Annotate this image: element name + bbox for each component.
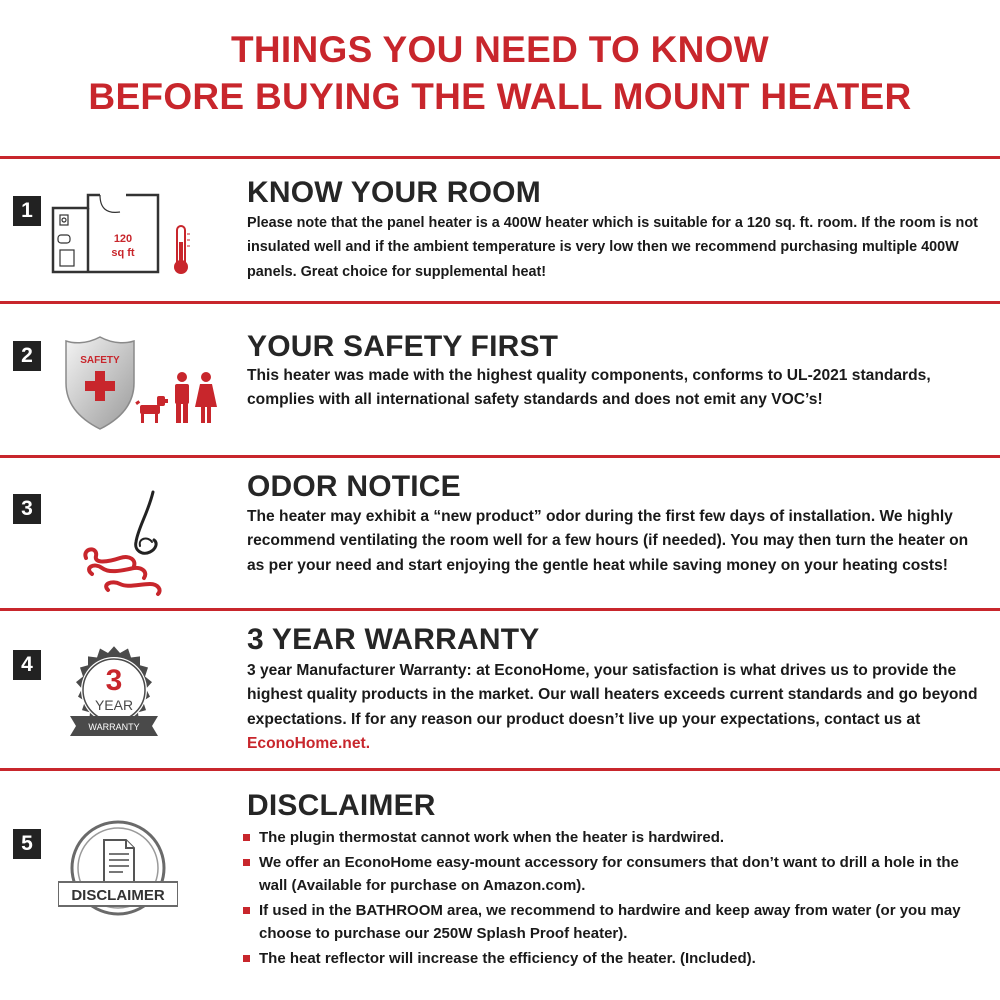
warranty-number: 3: [105, 664, 123, 697]
bullet-square-icon: [243, 834, 250, 841]
section-text: This heater was made with the highest quality components, conforms to UL-2021 standards, complies with all international safety standards and does not emit any VOC’s!: [247, 367, 931, 409]
section-text: Please note that the panel heater is a 400W heater which is suitable for a 120 sq. ft. room. If the room is not insulated well and if the ambient temperature is very low then we recommend purchasing multiple 400W panels. Great choice for supplemental heat!: [247, 215, 978, 280]
disclaimer-label: DISCLAIMER: [71, 887, 165, 904]
room-size-label: 120: [113, 233, 133, 245]
list-item: [243, 947, 988, 971]
section-number-badge: 2: [13, 341, 41, 371]
divider: [0, 455, 1000, 458]
list-item: [243, 851, 988, 898]
section-heading: KNOW YOUR ROOM: [247, 176, 541, 209]
title-line-1: THINGS YOU NEED TO KNOW: [231, 29, 769, 70]
warranty-year: YEAR: [94, 697, 134, 713]
divider: [0, 608, 1000, 611]
section-heading: ODOR NOTICE: [247, 470, 461, 503]
bullet-square-icon: [243, 907, 250, 914]
section-heading: YOUR SAFETY FIRST: [247, 330, 559, 363]
warranty-ribbon-label: WARRANTY: [88, 722, 140, 732]
warranty-text: 3 year Manufacturer Warranty: at EconoHome, your satisfaction is what drives us to provide the highest quality products in the market. Our wall heaters exceeds current standards and go beyond expectations. If for any reason our product doesn’t live up your expectations, contact us at: [247, 662, 978, 728]
section-number-badge: 3: [13, 494, 41, 524]
safety-shield-icon: [60, 333, 230, 433]
section-number-badge: 1: [13, 196, 41, 226]
section-number-badge: 4: [13, 650, 41, 680]
list-item-text: We offer an EconoHome easy-mount accessory for consumers that don’t want to drill a hole in the wall (Available for purchase on Amazon.com).: [259, 853, 959, 894]
warranty-seal-icon: [64, 640, 164, 746]
bullet-square-icon: [243, 859, 250, 866]
floorplan-thermometer-icon: [48, 190, 198, 280]
section-text: [247, 659, 987, 756]
disclaimer-document-icon: [58, 820, 178, 920]
section-heading: DISCLAIMER: [247, 789, 436, 822]
section-text: The heater may exhibit a “new product” odor during the first few days of installation. We highly recommend ventilating the room well for a few hours (if needed). You may then turn the heater on as per your need and start enjoying the gentle heat while saving money on your heating costs!: [247, 508, 969, 574]
disclaimer-list: [243, 826, 988, 971]
title-line-2: BEFORE BUYING THE WALL MOUNT HEATER: [88, 76, 912, 117]
list-item-text: The plugin thermostat cannot work when the heater is hardwired.: [259, 829, 725, 846]
list-item-text: If used in the BATHROOM area, we recommend to hardwire and keep away from water (or you may choose to purchase our 250W Splash Proof heater).: [259, 901, 961, 942]
list-item: [243, 826, 988, 850]
list-item: [243, 899, 988, 946]
page-title: [0, 26, 1000, 120]
divider: [0, 156, 1000, 159]
econohome-link[interactable]: EconoHome.net.: [247, 734, 371, 752]
nose-smell-icon: [78, 488, 188, 600]
list-item-text: The heat reflector will increase the efficiency of the heater. (Included).: [259, 949, 756, 967]
room-size-unit: sq ft: [111, 247, 135, 259]
divider: [0, 768, 1000, 771]
bullet-square-icon: [243, 955, 250, 962]
section-number-badge: 5: [13, 829, 41, 859]
divider: [0, 301, 1000, 304]
safety-label: SAFETY: [80, 355, 120, 366]
section-heading: 3 YEAR WARRANTY: [247, 623, 540, 656]
